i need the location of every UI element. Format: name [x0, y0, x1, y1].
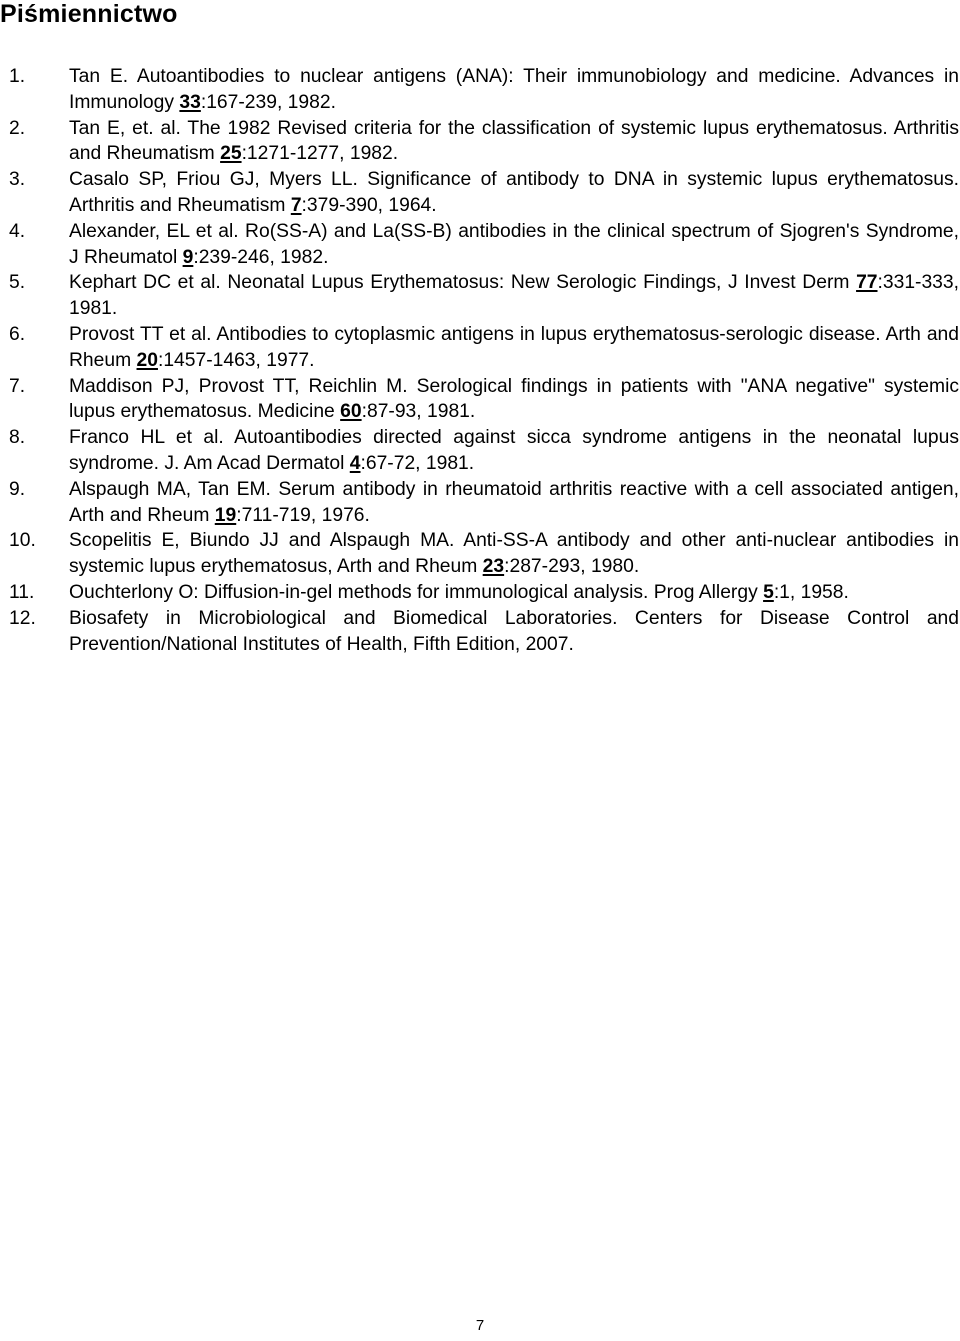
reference-volume: 23	[482, 556, 505, 578]
reference-volume: 19	[214, 504, 237, 526]
reference-volume: 60	[340, 401, 362, 423]
reference-text	[69, 528, 959, 580]
reference-text	[69, 270, 959, 322]
reference-text-segment: :67-72, 1981.	[360, 452, 475, 474]
reference-text-segment: Ouchterlony O: Diffusion-in-gel methods for immunological analysis. Prog Allergy	[69, 581, 764, 603]
reference-volume: 4	[349, 452, 361, 474]
reference-text	[69, 477, 959, 529]
reference-text-segment: Alexander, EL et al. Ro(SS-A) and La(SS-B) antibodies in the clinical spectrum of Sjogren's Syndrome, J Rheumatol	[69, 220, 959, 268]
reference-number: 12.	[9, 607, 36, 629]
reference-text	[69, 167, 959, 219]
reference-number: 6.	[9, 323, 26, 345]
reference-number: 11.	[9, 581, 35, 603]
reference-item	[9, 270, 959, 322]
reference-volume: 9	[182, 246, 194, 268]
page-title: Piśmiennictwo	[0, 0, 178, 28]
reference-text-segment: :379-390, 1964.	[301, 194, 437, 216]
reference-text	[69, 116, 959, 168]
reference-volume: 20	[136, 349, 158, 371]
reference-item	[9, 116, 959, 168]
reference-text-segment: Alspaugh MA, Tan EM. Serum antibody in rheumatoid arthritis reactive with a cell associated antigen, Arth and Rheum	[69, 478, 959, 526]
reference-text	[69, 580, 959, 606]
reference-text-segment: :711-719, 1976.	[236, 504, 370, 526]
reference-item	[9, 580, 959, 606]
reference-item	[9, 64, 959, 116]
reference-item	[9, 528, 959, 580]
reference-text-segment: :331-333, 1981.	[69, 272, 959, 320]
reference-text	[69, 64, 959, 116]
page-number: 7	[475, 1317, 485, 1334]
reference-text-segment: Maddison PJ, Provost TT, Reichlin M. Serological findings in patients with "ANA negative" systemic lupus erythematosus. Medicine	[69, 375, 959, 423]
reference-text-segment: :167-239, 1982.	[200, 91, 336, 113]
reference-text	[69, 425, 959, 477]
reference-item	[9, 477, 959, 529]
reference-text-segment: Kephart DC et al. Neonatal Lupus Erythematosus: New Serologic Findings, J Invest Derm	[69, 272, 857, 294]
reference-text-segment: :87-93, 1981.	[361, 401, 476, 423]
reference-text-segment: Tan E, et. al. The 1982 Revised criteria for the classification of systemic lupus erythematosus. Arthritis and Rheumatism	[69, 117, 959, 165]
reference-text	[69, 219, 959, 271]
reference-text-segment: Franco HL et al. Autoantibodies directed against sicca syndrome antigens in the neonatal lupus syndrome. J. Am Acad Dermatol	[69, 427, 959, 474]
reference-text-segment: :1457-1463, 1977.	[157, 349, 315, 371]
reference-text	[69, 322, 959, 374]
reference-number: 10.	[9, 530, 36, 552]
reference-text-segment: Provost TT et al. Antibodies to cytoplasmic antigens in lupus erythematosus-serologic disease. Arth and Rheum	[69, 323, 959, 371]
reference-list	[9, 64, 959, 657]
reference-volume: 25	[220, 143, 242, 165]
reference-volume: 77	[856, 272, 878, 294]
reference-number: 4.	[9, 220, 26, 242]
reference-volume: 33	[179, 91, 201, 113]
reference-item	[9, 606, 959, 658]
reference-number: 7.	[9, 375, 26, 397]
reference-item	[9, 219, 959, 271]
reference-number: 1.	[9, 66, 26, 87]
reference-volume: 5	[763, 581, 774, 603]
reference-item	[9, 167, 959, 219]
reference-number: 3.	[9, 169, 26, 191]
reference-text-segment: Scopelitis E, Biundo JJ and Alspaugh MA. Anti-SS-A antibody and other anti-nuclear antibodies in systemic lupus erythematosus, Arth and Rheum	[69, 530, 959, 578]
reference-text	[69, 606, 959, 658]
reference-item	[9, 425, 959, 477]
reference-number: 8.	[9, 427, 26, 449]
reference-number: 5.	[9, 272, 26, 294]
reference-text	[69, 374, 959, 426]
reference-text-segment: Tan E. Autoantibodies to nuclear antigens (ANA): Their immunobiology and medicine. Advances in Immunology	[69, 66, 959, 113]
reference-text-segment: :239-246, 1982.	[193, 246, 329, 268]
reference-item	[9, 374, 959, 426]
reference-number: 2.	[9, 117, 26, 139]
reference-text-segment: Biosafety in Microbiological and Biomedical Laboratories. Centers for Disease Control and Prevention/National Institutes of Health, Fifth Edition, 2007.	[69, 607, 959, 655]
reference-item	[9, 322, 959, 374]
reference-text-segment: :1, 1958.	[773, 581, 849, 603]
reference-text-segment: Casalo SP, Friou GJ, Myers LL. Significance of antibody to DNA in systemic lupus erythematosus. Arthritis and Rheumatism	[69, 169, 959, 216]
reference-volume: 7	[290, 194, 302, 216]
reference-text-segment: :287-293, 1980.	[504, 556, 640, 578]
reference-number: 9.	[9, 478, 26, 500]
reference-text-segment: :1271-1277, 1982.	[241, 143, 399, 165]
